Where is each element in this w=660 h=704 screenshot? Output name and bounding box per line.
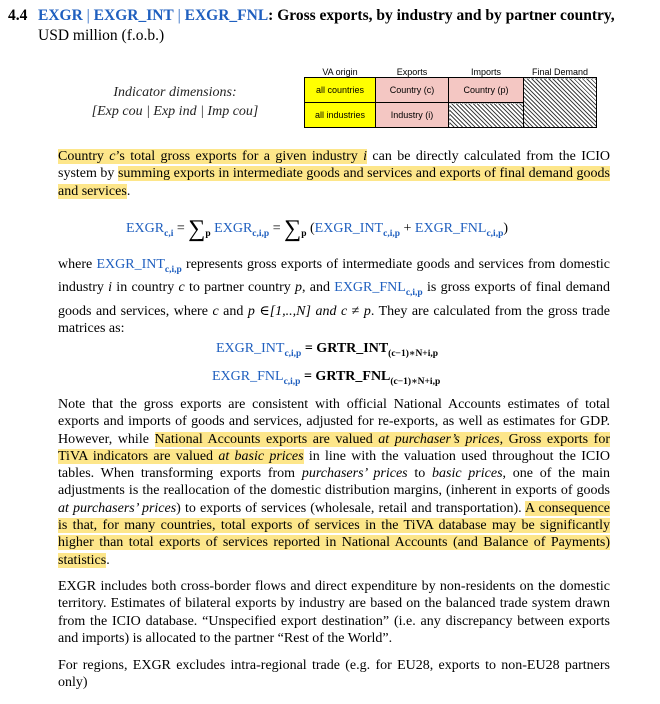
- code-exgr-int-link[interactable]: EXGR_INT: [93, 7, 174, 24]
- paragraph-intro: Country c’s total gross exports for a given industry i can be directly calculated from the ICIO system by summing exports in intermediate goods and services and exports of final demand goods and services.: [58, 149, 611, 199]
- cell-country-p: Country (p): [449, 78, 524, 103]
- cell-all-industries: all industries: [305, 103, 376, 128]
- col-header-exports: Exports: [376, 66, 449, 78]
- code-exgr-link[interactable]: EXGR: [38, 7, 83, 24]
- col-header-final-demand: Final Demand: [524, 66, 597, 78]
- cell-final-demand-hatched: [524, 78, 597, 128]
- col-header-imports: Imports: [449, 66, 524, 78]
- equation-exgr-int: $EXGR\_INT_{c,i,p}$ = $GRTR\_INT_{(c-1)∗N+i,p}$: [216, 341, 439, 359]
- equation-exgr-fnl: $EXGR\_FNL_{c,i,p}$ = $GRTR\_FNL_{(c-1)∗N+i,p}$: [212, 369, 441, 387]
- section-title: : Gross exports, by industry and by partner country,: [268, 7, 615, 24]
- paragraph-coverage: EXGR includes both cross-border flows and direct expenditure by non-residents on the domestic territory. Estimates of bilateral exports by industry are based on the balanced trade system drawn from the ICIO database. “Unspecified export destination” (i.e. any discrepancy between exports and imports) is allocated to the partner “Rest of the World”.: [58, 579, 610, 646]
- paragraph-where: where $EXGR\_INT_{c,i,p}$ represents gross exports of intermediate goods and services from domestic industry i in country c to partner country p, and $EXGR\_FNL_{c,i,p}$ is gross exports of final demand goods and services, where c and p ∈[1,..,N] and c ≠ p. They are calculated from the gross trade matrices as:: [58, 257, 611, 336]
- section-heading: 4.4 EXGR | EXGR_INT | EXGR_FNL: Gross exports, by industry and by partner country, USD million (f.o.b.): [8, 7, 615, 44]
- cell-country-c: Country (c): [376, 78, 449, 103]
- col-header-va-origin: VA origin: [305, 66, 376, 78]
- indicator-dimensions-label: Indicator dimensions:: [113, 85, 237, 100]
- cell-industry-i: Industry (i): [376, 103, 449, 128]
- cell-imports-hatched: [449, 103, 524, 128]
- cell-all-countries: all countries: [305, 78, 376, 103]
- section-subtitle: USD million (f.o.b.): [38, 27, 165, 44]
- indicator-dimensions-list: [Exp cou | Exp ind | Imp cou]: [91, 104, 259, 119]
- paragraph-regions: For regions, EXGR excludes intra-regional trade (e.g. for EU28, exports to non-EU28 partners only): [58, 658, 610, 691]
- paragraph-note: Note that the gross exports are consistent with official National Accounts estimates of total exports and imports of goods and services, adjusted for re-exports, as well as estimates for GDP. However, while National Accounts exports are valued at purchaser’s prices, Gross exports for TiVA indicators are valued at basic prices in line with the valuation used throughout the ICIO tables. When transforming exports from purchasers’ prices to basic prices, one of the main adjustments is the reallocation of the domestic distribution margins, (inherent in exports of goods at purchasers’ prices) to exports of services (wholesale, retail and transportation). A consequence is that, for many countries, total exports of services in the TiVA database may be significantly higher than total exports of services reported in National Accounts (and Balance of Payments) statistics.: [58, 397, 611, 568]
- code-exgr-fnl-link[interactable]: EXGR_FNL: [184, 7, 269, 24]
- section-number: 4.4: [8, 7, 28, 24]
- equation-exgr: $EXGR_{c,i} = \sum_p$ $EXGR_{c,i,p} = \sum_p$ ($EXGR\_INT_{c,i,p}$ + $EXGR\_FNL_{c,i,p}$): [126, 216, 509, 242]
- dimensions-table: [304, 66, 597, 128]
- indicator-dimensions: [60, 83, 290, 121]
